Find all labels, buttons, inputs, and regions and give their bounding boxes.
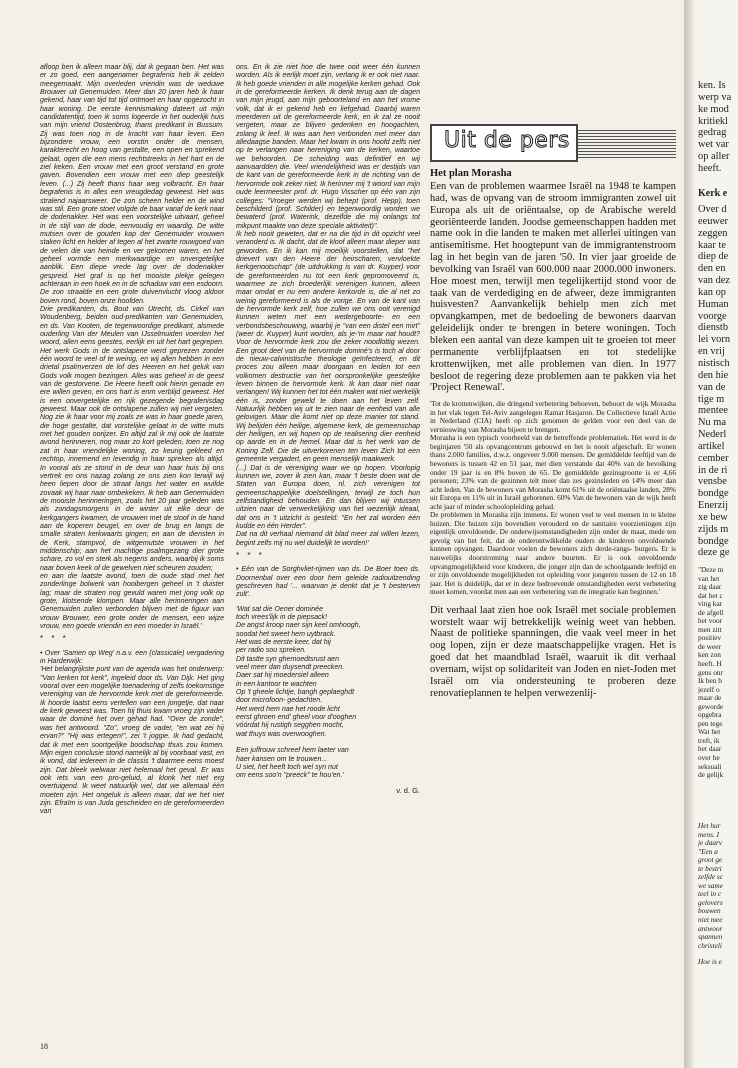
right-line: Wat het (698, 728, 721, 737)
column-3 (430, 168, 676, 700)
col3-quote-2: Morasha is een typisch voorbeeld van de betreffende problematiek. Het werd in de beginjaren '50 als opvangcentrum gebouwd en het is nooit afgeschaft. Er wonen thans 2.000 families, d.w.z. ongeveer 9.000 mensen. De gemiddelde leeftijd van de bewoners is tussen 42 en 51 jaar, met dien verstande dat 40% van de bevolking onder 19 jaar is en 8% boven de 65. De gemiddelde gezinsgrootte is er 4,66 personen; 23% van de gezinnen telt meer dan zes gezinsleden en 14% meer dan acht leden. Van de bewoners van Morasha komt 61% uit de oriëntaalse landen, 28% uit Europa en 11% uit in Israël geborenen. 60% Van de bewoners van de wijk heeft acht jaar of minder schoolopleiding gehad. (430, 433, 676, 511)
poem-line: veel meer dan duysendt preecken. (236, 664, 345, 672)
right-line: nistisch (698, 357, 730, 369)
section-banner (430, 124, 676, 164)
right-line: wet var (698, 139, 729, 151)
right-line: teel in c (698, 890, 722, 899)
right-line: seksuali (698, 762, 722, 771)
col2-paragraph-2: Ik heb nooit geweten, dat er na die tijd in dit opzicht veel veranderd is. Ik dacht, dat de kloof alleen maar dieper was geworden. En ik kan mij moeilijk voorstellen, dat "het drievert van den Heere der heirscharen, vervloekte kerkgenootschap" (de uitdrukking is van dr. Kuyper) voor de gereformeerden nu tot een kerk gepromoveerd is, waarmee ze zich broederlijk verenigen kunnen, alleen maar omdat er nu een andere kerkorde is, die al net zo weinig gereformeerd is als de vorige. En van de kant van de hervormde kerk zelf, hoe zullen we ons ooit verenigd kunnen weten met een wedergeboorte- en een verbondsbeschouwing, waarbij je "van een distel een mirt" (weer dr. Kuyper) kunt worden, als je-'m maar nat houdt? Voor de hervormde kerk zou die zeker noodlottig wezen. Een groot deel van de hervormde dominé's is toch al door de nieuw-calvinistische theologie geïnfecteerd, en dit proces zou alleen maar doorgaan en leiden tot een volkomen destructie van het oorspronkelijke geestelijke leven binnen de hervormde kerk. Ik kan daar niet naar verlangen! Wij kunnen het tot één maken wat niet werkelijk één is, zonder geweld te doen aan het leven zelf. Natuurlijk hebben wij uit te zien naar de eenheid van alle gelovigen. Maar die komt niet op deze manier tot stand. Wij belijden één heilige, algemene kerk, de gemeenschap der heiligen, en wij hopen op de realisering dier eenheid op aarde en in de hemel. Maar dat is het werk van de Koning Zelf. Die de uitverkorenen ten leven Zich tot een gemeente vergadert, en geen menselijk maakwerk. (236, 230, 420, 464)
right-line: mens. I (698, 830, 720, 839)
col2-paragraph-4: Dat na dit verhaal niemand dit blad meer zal willen lezen, begint zelfs mij nu wel duidelijk te worden!' (236, 531, 420, 547)
right-line: men zitt (698, 625, 722, 634)
right-line: van de (698, 381, 726, 393)
page-gutter (684, 0, 694, 1068)
right-line: zeggen (698, 227, 728, 239)
right-small-text (698, 566, 738, 780)
right-line: cember (698, 452, 729, 464)
right-line: de afgell (698, 608, 724, 617)
poem-line: U siet, het heeft toch wel syn nut (236, 763, 338, 771)
right-line: geworde (698, 702, 724, 711)
right-line: dienstb (698, 322, 729, 334)
right-line: niet mee (698, 916, 723, 925)
poem-line: vóórdat hij rustigh segghen mocht, (236, 722, 344, 730)
right-line: de weer (698, 642, 721, 651)
right-line: artikel (698, 440, 725, 452)
right-line: de gelijk (698, 771, 724, 780)
right-mid-text (698, 204, 738, 559)
page-number: 18 (40, 1042, 48, 1051)
right-line: kritiekl (698, 115, 729, 127)
signature: v. d. G. (396, 785, 420, 795)
poem-line: door microfoon- gedachten. (236, 697, 323, 705)
right-line: van dez (698, 275, 731, 287)
right-line: Nederl (698, 429, 727, 441)
banner-title: Uit de pers (444, 128, 570, 153)
poem-line: wat thuys was overwooghen. (236, 730, 327, 738)
right-italic-text (698, 822, 738, 967)
right-line: tige m (698, 393, 725, 405)
col1-block2-intro: • Over 'Samen op Weg' n.a.v. een (classicale) vergadering in Harderwijk: (40, 649, 224, 666)
poem-line: Het was de eerste keer, dat hij (236, 639, 331, 647)
col1-divider: * * * (40, 634, 69, 644)
poem-line: 'Wat sat die Oener dominée (236, 605, 323, 613)
col2-block2-intro: • Eén van de Sorghvliet-rijmen van ds. De Boer toen ds. Doornenbal over een door hem geleide radiouitzending geschreven had '... waarvan je denkt dat je 't besterven zult'. (236, 566, 420, 599)
right-line: gedrag (698, 127, 727, 139)
right-line: pen tege (698, 719, 723, 728)
right-line: opgebra (698, 711, 722, 720)
right-line: zelfde sc (698, 873, 723, 882)
article-heading: Het plan Morasha (430, 168, 512, 179)
poem-line: Een juffrouw schreef hem laeter van (236, 747, 349, 755)
right-line: eeuwer (698, 215, 728, 227)
col3-quote-1: 'Tot de krottenwijken, die dringend verbetering behoeven, behoort de wijk Morasha in het vlak tegen Tel-Aviv aangelegen Ramat Hasjaron. De Collectieve Israël Actie in Nederland (CIA) heeft op zich genomen de gelden voor een deel van de vernieuwing van Morasha bijeen te brengen. (430, 399, 676, 434)
right-line: vensbe (698, 476, 727, 488)
col2-paragraph-1: ons. En ik zie niet hoe die twee ooit weer één kunnen worden. Als ik eerlijk moet zijn, verlang ik er ook niet naar. Ik heb goede vrienden in alle mogelijke kerken gehad. Ook in de gereformeerde kerken. Ik denk terug aan de dagen van mijn jeugd, aan mijn geboorteland en aan het vrome volk, dat ik er gekend heb en liefgehad. Daarbij waren meerderen uit de gereformeerde kerk, en ik zal ze nooit vergeten, maar ze blijven gedenken en hoogachten, zolang ik leef. Ik was aan hen verbonden met meer dan alledaagse banden. Maar het kwam in ons hoofd zelfs niet op te verlangen naar hereniging van de kerken, waartoe we behoorden. De scheiding was definitief en wij aanvaardden die. Veel vriendelijkheid was er destijds van de kant van de gereformeerde kerk in de richting van de hervormde ook zeker niet. Ik herinner mij 't woord van mijn oude leermeester prof. dr. Hugo Visscher op één van zijn colleges: "Vroeger werden wij behept (prof. Hepp), toen beschilderd (prof. Schilder) en tegenwoordig worden we bewaterd (prof. Waterink, dezelfde die mij onlangs tot mikpunt maakte van deze speciale aktiviteit)". (236, 64, 420, 230)
right-line: kan op (698, 286, 726, 298)
right-line: spannen (698, 933, 723, 942)
right-line: Over d (698, 204, 727, 215)
poem-line: eerst ghroen end' gheel voor d'ooghen (236, 714, 357, 722)
col2-paragraph-3: (...) Dat is de vereniging waar we op hopen. Voorlopig kunnen we, zover ik zien kan, maar 't beste doen wat de Staten van Europa doen, nl. zich verenigen tot gemeenschappelijke doelstellingen, terwijl ze toch hun zelfstandigheid behouden. En dan blijven wij intussen uitzien naar de verwerkelijking van het wezenlijk ideaal, dat ons in 't uitzicht is gesteld: "En het zal worden één kudde en één Herder". (236, 464, 420, 530)
right-line: Het hur (698, 822, 721, 830)
right-line: den en (698, 263, 726, 275)
right-line: in de ri (698, 464, 728, 476)
col3-paragraph-1: Een van de problemen waarmee Israël na 1948 te kampen had, was de opvang van de stroom immigranten zowel uit Europa als uit de oriëntaalse, op de Arabische wereld georiënteerde landen. Joodse gemeenschappen hadden met name ook in die landen te maken met allerlei uitingen van antisemitisme. Het hoogtepunt van de immigrantenstroom lag in het begin van de jaren '50. In vier jaar groeide de bevolking van Israël van 600.000 naar 2000.000 inwoners. Hoe moest men, terwijl men tegelijkertijd stond voor de taak van de verdediging en de afweer, deze immigranten huisvesten? Aanvankelijk behielp men zich met opvangkampen, met de bedoeling de bewoners daarvan geleidelijk onder te brengen in betere woningen. Toch bleken een aantal van deze kampen uit te groeien tot meer permanente verblijfplaatsen en tot stedelijke krottenwijken, met alle problemen van dien. In 1977 besloot de regering deze problemen aan te pakken via het 'Project Renewal'. (430, 181, 676, 394)
right-line: positiev (698, 634, 722, 643)
right-line: Ik ben b (698, 677, 722, 686)
col1-block2-quote: 'Het belangrijkste punt van de agenda was het onderwerp: "Van kerken tot kerk", ingeleid door ds. Van Dijk. Het ging vooral over een mogelijke toenadering of zelfs toekomstige vereniging van de hervormde kerk met de gereformeerde. Ik hoorde laatst eens vertellen van een jongetje, dat naar de kerk geweest was. Toen hij thuis kwam vroeg zijn vader waar de dominé het over gehad had. "Over de zonde", was het antwoord. "Zo", vroeg de vader, "en wat zei hij ervan?" "Hij was ertegen!", zei 't joggie. Ik had gedacht, dat ik met een soortgelijke boodschap thuis zou komen. Mijn eigen conclusie stond namelijk al bij voorbaat vast, en ik vond, dat iedereen in de classis 't daarmee eens moest zijn. Dat bleek welwaar niet helemaal het geval. Er was ook iets van een pro-geluid, al klonk het niet erg overtuigend. Ik weet natuurlijk wel, dat we allemaal één moeten zijn. Het ongeluk is alleen maar, dat we het niet zijn. Efraïm is van Juda gescheiden en de gereformeerden van (40, 666, 224, 816)
poem-line: haer kansen om te trouwen... (236, 755, 328, 763)
col3-paragraph-2: Dit verhaal laat zien hoe ook Israël met sociale problemen worstelt waar wij betrekkelijk weinig weet van hebben. Naast de politieke spanningen, die vaak veel meer in het oog lopen, zijn er deze maatschappelijke vragen. Het is goed dat het maandblad Israël, waaruit ik dit verhaal overnam, wijst op solidariteit van Joden en niet-Joden met Israël om via ondersteuning te proberen deze renovatieplannen te helpen verwezenlij- (430, 604, 676, 699)
right-line: "Deze m (698, 566, 724, 574)
col1-paragraph-1: afloop ben ik alleen maar blij, dat ik gegaan ben. Het was er zo goed, een aangenamer begrafenis heb ik zelden meegemaakt. Mijn overleden vriendin was de weduwe Brouwer uit Genemuiden. Meer dan 20 jaren heb ik haar gekend, haar van tijd tot tijd ontmoet en haar opgezocht in haar woning. De eerste kennismaking dateert uit mijn candidatentijd, toen ik soms logeerde in het ouderlijk huis van mijn vriend Oostenbrug, thans predikant in Bussum. Zij was toen nog in de kracht van haar leven. Een bijzondere vrouw, een vorstin onder de mensen, karakterecht en hoog van gestalte, een open en sprekend gelaat, ogen die een mens rechtstreeks in het hart en de ziel keken. Een vrouw met een groot verstand en grote gaven. Bovendien een vrouw met een diep geestelijk leven. (...) Zij heeft thans haar weg volbracht. En haar begrafenis is in alles een vreugdedag geweest. Het was stralend najaarsweer. De zon scheen helder en de wind was stil. Een grote stoet volgde de baar vanaf de kerk naar de dodenakker. Het was een voorstelijke uitvaart, geheel in de stijl van de dode, eenvoudig en waardig. De witte mutsen over de gouden kap der Genemuider vrouwen staken licht en helder af tegen al het zwarte rouwgoed van de velen die van heinde en ver gekomen waren, en het geheel vormde een merkwaardige en onvergetelijke aanblik. Een diepe vrede lag over de dodenakker gespreid. Het graf is op het mooiste plekje gelegen achteraan in een hoek en in de schaduw van een esdoorn. De zon straalde en een grote duivenvlucht vloog aldoor boven rond, boven onze hoofden. (40, 64, 224, 305)
right-line: heeft. (698, 162, 722, 174)
col2-divider: * * * (236, 550, 265, 560)
right-line: gelovers (698, 898, 723, 907)
poem-line: Daer sat hij moedersiel alleen (236, 672, 329, 680)
right-line: bouwen (698, 907, 721, 916)
right-top-text (698, 80, 738, 175)
right-line: groot ge (698, 856, 723, 865)
col3-quote-3: De problemen in Morasha zijn immens. Er wonen veel te veel mensen in te kleine huizen. Die huizen zijn bovendien verouderd en de sanitaire voorzieningen zijn eigenlijk onvoldoende. De onderwijsomstandigheden zijn onder de maat, mede ten gevolg van het feit, dat de onderontwikkelde ouders de kinderen onvoldoende kunnen opvangen. Daardoor voelen de bewoners zich derde-rangs- burgers. Er is nauwelijks doorstroming naar andere buurten. Er is ook onvoldoende opvangmogelijkheid voor kinderen, die jonger zijn dan de schoolgaande leeftijd en er zijn onvoldoende mogelijkheden tot opleiding voor jongeren tussen de 12 en 18 jaar. Het is duidelijk, dat er in deze bedroevende omstandigheden eerst verbetering moet komen, voordat men aan een verbetering van de integratie kan beginnen.' (430, 510, 676, 597)
right-line: te bestri (698, 864, 722, 873)
right-line: jezelf o (698, 685, 720, 694)
right-line: diep de (698, 251, 729, 263)
right-line: zijds m (698, 523, 729, 535)
poem-line: Dit tastte syn ghemoedtsrust aen (236, 655, 340, 663)
right-line: den hie (698, 369, 729, 381)
right-line: ken. Is (698, 80, 726, 91)
right-line: treft, ik (698, 736, 720, 745)
right-line: ken zon (698, 651, 721, 660)
right-line: Nu ma (698, 417, 726, 429)
right-line: werp va (698, 91, 732, 103)
right-line: antwoor (698, 924, 723, 933)
right-line: Human (698, 298, 729, 310)
right-line: mentee (698, 405, 728, 417)
right-line: Hoe is e (698, 958, 722, 967)
right-line: Enerzij (698, 500, 728, 512)
poem-line: toch vrees'lijk in de piepsack! (236, 614, 328, 621)
poem-line: per radio sou spreken. (236, 647, 307, 655)
right-line (698, 950, 738, 958)
column-2 (236, 64, 420, 795)
poem (236, 606, 420, 781)
right-line: ke mod (698, 103, 729, 115)
right-line: het voor (698, 617, 723, 626)
column-1 (40, 64, 224, 817)
right-line: christeli (698, 941, 722, 950)
right-line: op aller (698, 151, 730, 163)
col1-paragraph-2: Drie predikanten, ds. Bout van Utrecht, ds. Cirkel van Woudenberg, beiden oud-predikanten van Genemuiden, en ds. Van Kooten, de tegenwoordige predikant, alsmede ouderling Van der Meulen van IJsselmuiden voerden het woord, allen eens geestes, eerlijk en uit het hart gegrepen. Het werk Gods in de ontslapene werd geprezen zonder één woord te veel of te weinig, en wij allen hebben in een drietal psalmverzen de lof des Heeren en het geluk van Gods volk mogen bezingen. Alles was geheel in de geest van de gestorvene. De Heere heeft ook hierin genade en ere willen geven, en ons hart is enrn verblijd geweest. Het is een onvergetelijke en rijk gezegende begrafenisdag geweest. Maar ook de ontslapene zullen wij niet vergeten. Nog zie ik haar voor mij zoals ze was in haar goede jaren, die hoge gestalte, dat vorstelijke gelaat in de witte muts met het gouden oorijzer. En altijd zal ik mij ook de laatste avond herinneren, nog maar zo kort geleden, toen ze nog zat in haar vriendelijke woning, zo keurig gekleed en rechtop, innemend en levendig in haar spreken als altijd. In vooral als ze stond in de deur van haar huis bij ons vertrek en ons nazag zolang ze ons zien kon terwijl wij heen liepen door de straat langs het water en wuifde zovaak wij haar naar ombekeken. Ik heb aan Genemuiden de mooiste herinneringen, zoals het 20 jaar geleden was als zondagsmorgens in de winter uit elke deur de kerkgangers kwamen, de vrouwen met de stoof in de hand aan de koperen beugel, en over de brug en langs de smalle straten kerkwaarts gingen; en aan de diensten in de Kerk, stampvol, de witgemutste vrouwen in het middenschip; aan het machtige psalmgezang dier grote schare, zo vol en sterk als negens anders, waarbij ik soms naar boven keek of de gewelven niet scheuren zouden; (40, 305, 224, 572)
right-line: dat het c (698, 591, 723, 600)
right-line: zig daar (698, 583, 722, 592)
right-line: "Een a (698, 847, 718, 856)
right-line: lei vorn (698, 334, 731, 346)
poem-line: in een kantoor te wachten (236, 680, 317, 688)
banner-box (430, 124, 578, 162)
right-line: maar de (698, 694, 722, 703)
right-line: en vrij (698, 346, 725, 358)
right-line: bondge (698, 535, 729, 547)
poem-line: Het werd hem nae het roode licht (236, 705, 340, 713)
right-line: kaar te (698, 239, 726, 251)
right-line: gens onr (698, 668, 723, 677)
right-line: ving kar (698, 600, 723, 609)
right-line: deze ge (698, 547, 730, 559)
right-line: heeft. H (698, 660, 722, 669)
poem-line: De angst kroop naer sijn keel omhoogh, (236, 622, 361, 630)
right-page-fragment (694, 0, 738, 1068)
right-line: van het (698, 574, 720, 583)
col1-paragraph-3: en aan die laatste avond, toen de oude stad met het zonderlinge bolwerk van hooibergen geheel in 't duister lag; maar de straten nog gevuld waren met jong volk op grote, klotsende klompen. Maar alle herinneringen aan Genemuiden zullen verbonden blijven met de figuur van vrouw Brouwer, een grote onder de mensen, een wijze vrouw, een goede vriendin en een moeder in Israël.' (40, 572, 224, 631)
right-line: voorge (698, 310, 727, 322)
poem-line (236, 739, 420, 747)
right-line: xe bew (698, 511, 728, 523)
right-line: bondge (698, 488, 729, 500)
poem-line: om eens soo'n "preeck" te hou'en.' (236, 772, 344, 780)
right-line: het daar (698, 745, 722, 754)
right-line: we same (698, 881, 723, 890)
poem-line: Op 't gheele lichtje, bangh geplaeghdt (236, 689, 355, 697)
right-line: je daarv (698, 839, 723, 848)
right-line: over he (698, 754, 720, 763)
right-heading: Kerk e (698, 188, 728, 199)
poem-line: soodat het sweet hem uytbrack. (236, 630, 336, 638)
banner-stripes (578, 130, 676, 158)
